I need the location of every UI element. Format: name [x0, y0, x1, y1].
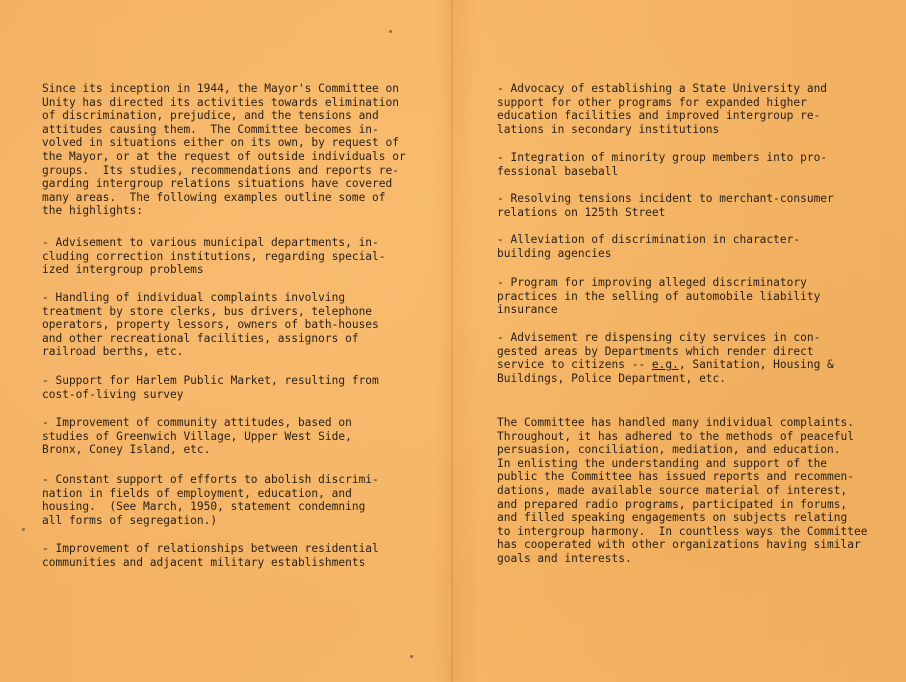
list-item: - Integration of minority group members into pro- fessional baseball [497, 151, 828, 178]
list-item: - Improvement of relationships between residential communities and adjacent military establishments [42, 542, 379, 569]
list-item: - Advisement to various municipal departments, in- cluding correction institutions, regarding special- ized intergroup problems [42, 236, 386, 277]
eg-abbreviation: e.g. [651, 358, 679, 372]
list-item: - Resolving tensions incident to merchant-consumer relations on 125th Street [497, 192, 834, 219]
center-fold [451, 0, 453, 682]
list-item: - Program for improving alleged discriminatory practices in the selling of automobile liability insurance [497, 276, 821, 317]
closing-paragraph: The Committee has handled many individual complaints. Throughout, it has adhered to the methods of peaceful persuasion, conciliation, mediation, and education. In enlisting the understanding and support of the public the Committee has issued reports and recommen- dations, made available source material of interest, and prepared radio programs, participated in forums, and filled speaking engagements on subjects relating to intergroup harmony. In countless ways the Committee has cooperated with other organizations having similar goals and interests. [497, 416, 868, 565]
paper-speck [389, 30, 392, 33]
list-item-line: gested areas by Departments which render direct [497, 344, 814, 358]
intro-paragraph: Since its inception in 1944, the Mayor's Committee on Unity has directed its activities towards elimination of discrimination, prejudice, and the tensions and attitudes causing them. The Committee becomes in- volved in situations either on its own, by request of the Mayor, or at the request of outside individuals or groups. Its studies, recommendations and reports re- garding intergroup relations situations have covered many areas. The following examples outline some of the highlights: [42, 82, 406, 218]
list-item-line: , Sanitation, Housing & [678, 358, 834, 372]
list-item: - Handling of individual complaints involving treatment by store clerks, bus drivers, telephone operators, property lessors, owners of bath-houses and other recreational facilities, assignors of railroad berths, etc. [42, 291, 379, 359]
paper-speck [22, 528, 25, 531]
list-item: - Alleviation of discrimination in character- building agencies [497, 233, 801, 260]
list-item-line: service to citizens -- [497, 358, 652, 372]
list-item: - Support for Harlem Public Market, resulting from cost-of-living survey [42, 374, 379, 401]
list-item: - Advocacy of establishing a State University and support for other programs for expanded higher education facilities and improved intergroup re- lations in secondary institutions [497, 82, 828, 136]
list-item: - Improvement of community attitudes, based on studies of Greenwich Village, Upper West Side, Bronx, Coney Island, etc. [42, 416, 352, 457]
list-item [497, 331, 834, 385]
paper-speck [410, 655, 413, 658]
list-item-line: - Advisement re dispensing city services in con- [497, 331, 821, 344]
list-item-line: Buildings, Police Department, etc. [497, 371, 727, 385]
list-item: - Constant support of efforts to abolish discrimi- nation in fields of employment, education, and housing. (See March, 1950, statement condemning all forms of segregation.) [42, 473, 379, 527]
